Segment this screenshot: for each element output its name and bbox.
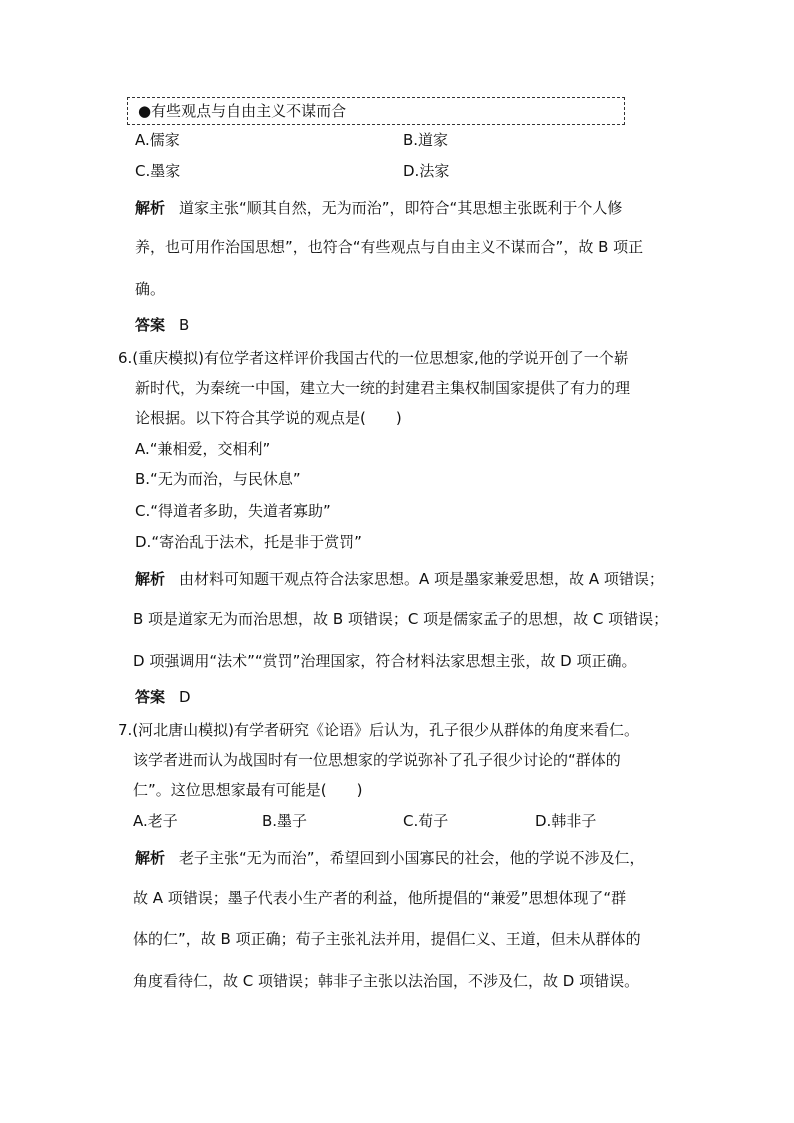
question-line: 7.(河北唐山模拟)有学者研究《论语》后认为，孔子很少从群体的角度来看仁。: [118, 721, 640, 739]
analysis-text: 由材料可知题干观点符合法家思想。A 项是墨家兼爱思想，故 A 项错误；: [179, 570, 664, 588]
analysis-text: 道家主张“顺其自然，无为而治”，即符合“其思想主张既利于个人修: [179, 199, 623, 217]
answer-line: [135, 315, 189, 335]
analysis-line: D 项强调用“法术”“赏罚”治理国家，符合材料法家思想主张，故 D 项正确。: [133, 652, 637, 670]
question-line: 新时代，为秦统一中国，建立大一统的封建君主集权制国家提供了有力的理: [135, 379, 631, 397]
answer-value: B: [179, 316, 190, 334]
answer-label: 答案: [135, 688, 166, 706]
analysis-label: 解析: [135, 849, 166, 867]
option-c: C.“得道者多助，失道者寡助”: [135, 502, 331, 520]
option-a: A.老子: [133, 812, 178, 830]
analysis-line: 故 A 项错误；墨子代表小生产者的利益，他所提倡的“兼爱”思想体现了“群: [133, 889, 627, 907]
boxed-material: [127, 97, 625, 125]
option-c: C.荀子: [403, 812, 449, 830]
option-c: C.墨家: [135, 162, 181, 180]
option-b: B.墨子: [262, 812, 308, 830]
option-d: D.韩非子: [535, 812, 597, 830]
question-line: 论根据。以下符合其学说的观点是( ): [135, 409, 402, 427]
analysis-line: [135, 198, 622, 218]
analysis-text: 老子主张“无为而治”，希望回到小国寡民的社会，他的学说不涉及仁，: [179, 849, 645, 867]
analysis-line: [135, 848, 645, 868]
answer-value: D: [179, 688, 191, 706]
option-b: B.“无为而治，与民休息”: [135, 470, 301, 488]
option-d: D.“寄治乱于法术，托是非于赏罚”: [135, 533, 362, 551]
question-line: 仁”。这位思想家最有可能是( ): [133, 781, 363, 799]
question-line: 该学者进而认为战国时有一位思想家的学说弥补了孔子很少讨论的“群体的: [133, 751, 621, 769]
answer-line: [135, 687, 191, 707]
analysis-line: 体的仁”，故 B 项正确；荀子主张礼法并用，提倡仁义、王道，但未从群体的: [133, 930, 641, 948]
boxed-line: ●有些观点与自由主义不谋而合: [138, 102, 347, 120]
analysis-line: 养，也可用作治国思想”，也符合“有些观点与自由主义不谋而合”，故 B 项正: [135, 238, 644, 256]
analysis-line: B 项是道家无为而治思想，故 B 项错误；C 项是儒家孟子的思想，故 C 项错误；: [133, 610, 669, 628]
analysis-line: [135, 569, 664, 589]
option-b: B.道家: [403, 131, 449, 149]
analysis-label: 解析: [135, 570, 166, 588]
question-line: 6.(重庆模拟)有位学者这样评价我国古代的一位思想家,他的学说开创了一个崭: [118, 349, 629, 367]
option-a: A.“兼相爱，交相利”: [135, 440, 271, 458]
answer-label: 答案: [135, 316, 166, 334]
option-d: D.法家: [403, 162, 450, 180]
analysis-line: 确。: [135, 280, 166, 298]
analysis-label: 解析: [135, 199, 166, 217]
option-a: A.儒家: [135, 131, 180, 149]
analysis-line: 角度看待仁，故 C 项错误；韩非子主张以法治国，不涉及仁，故 D 项错误。: [133, 972, 640, 990]
